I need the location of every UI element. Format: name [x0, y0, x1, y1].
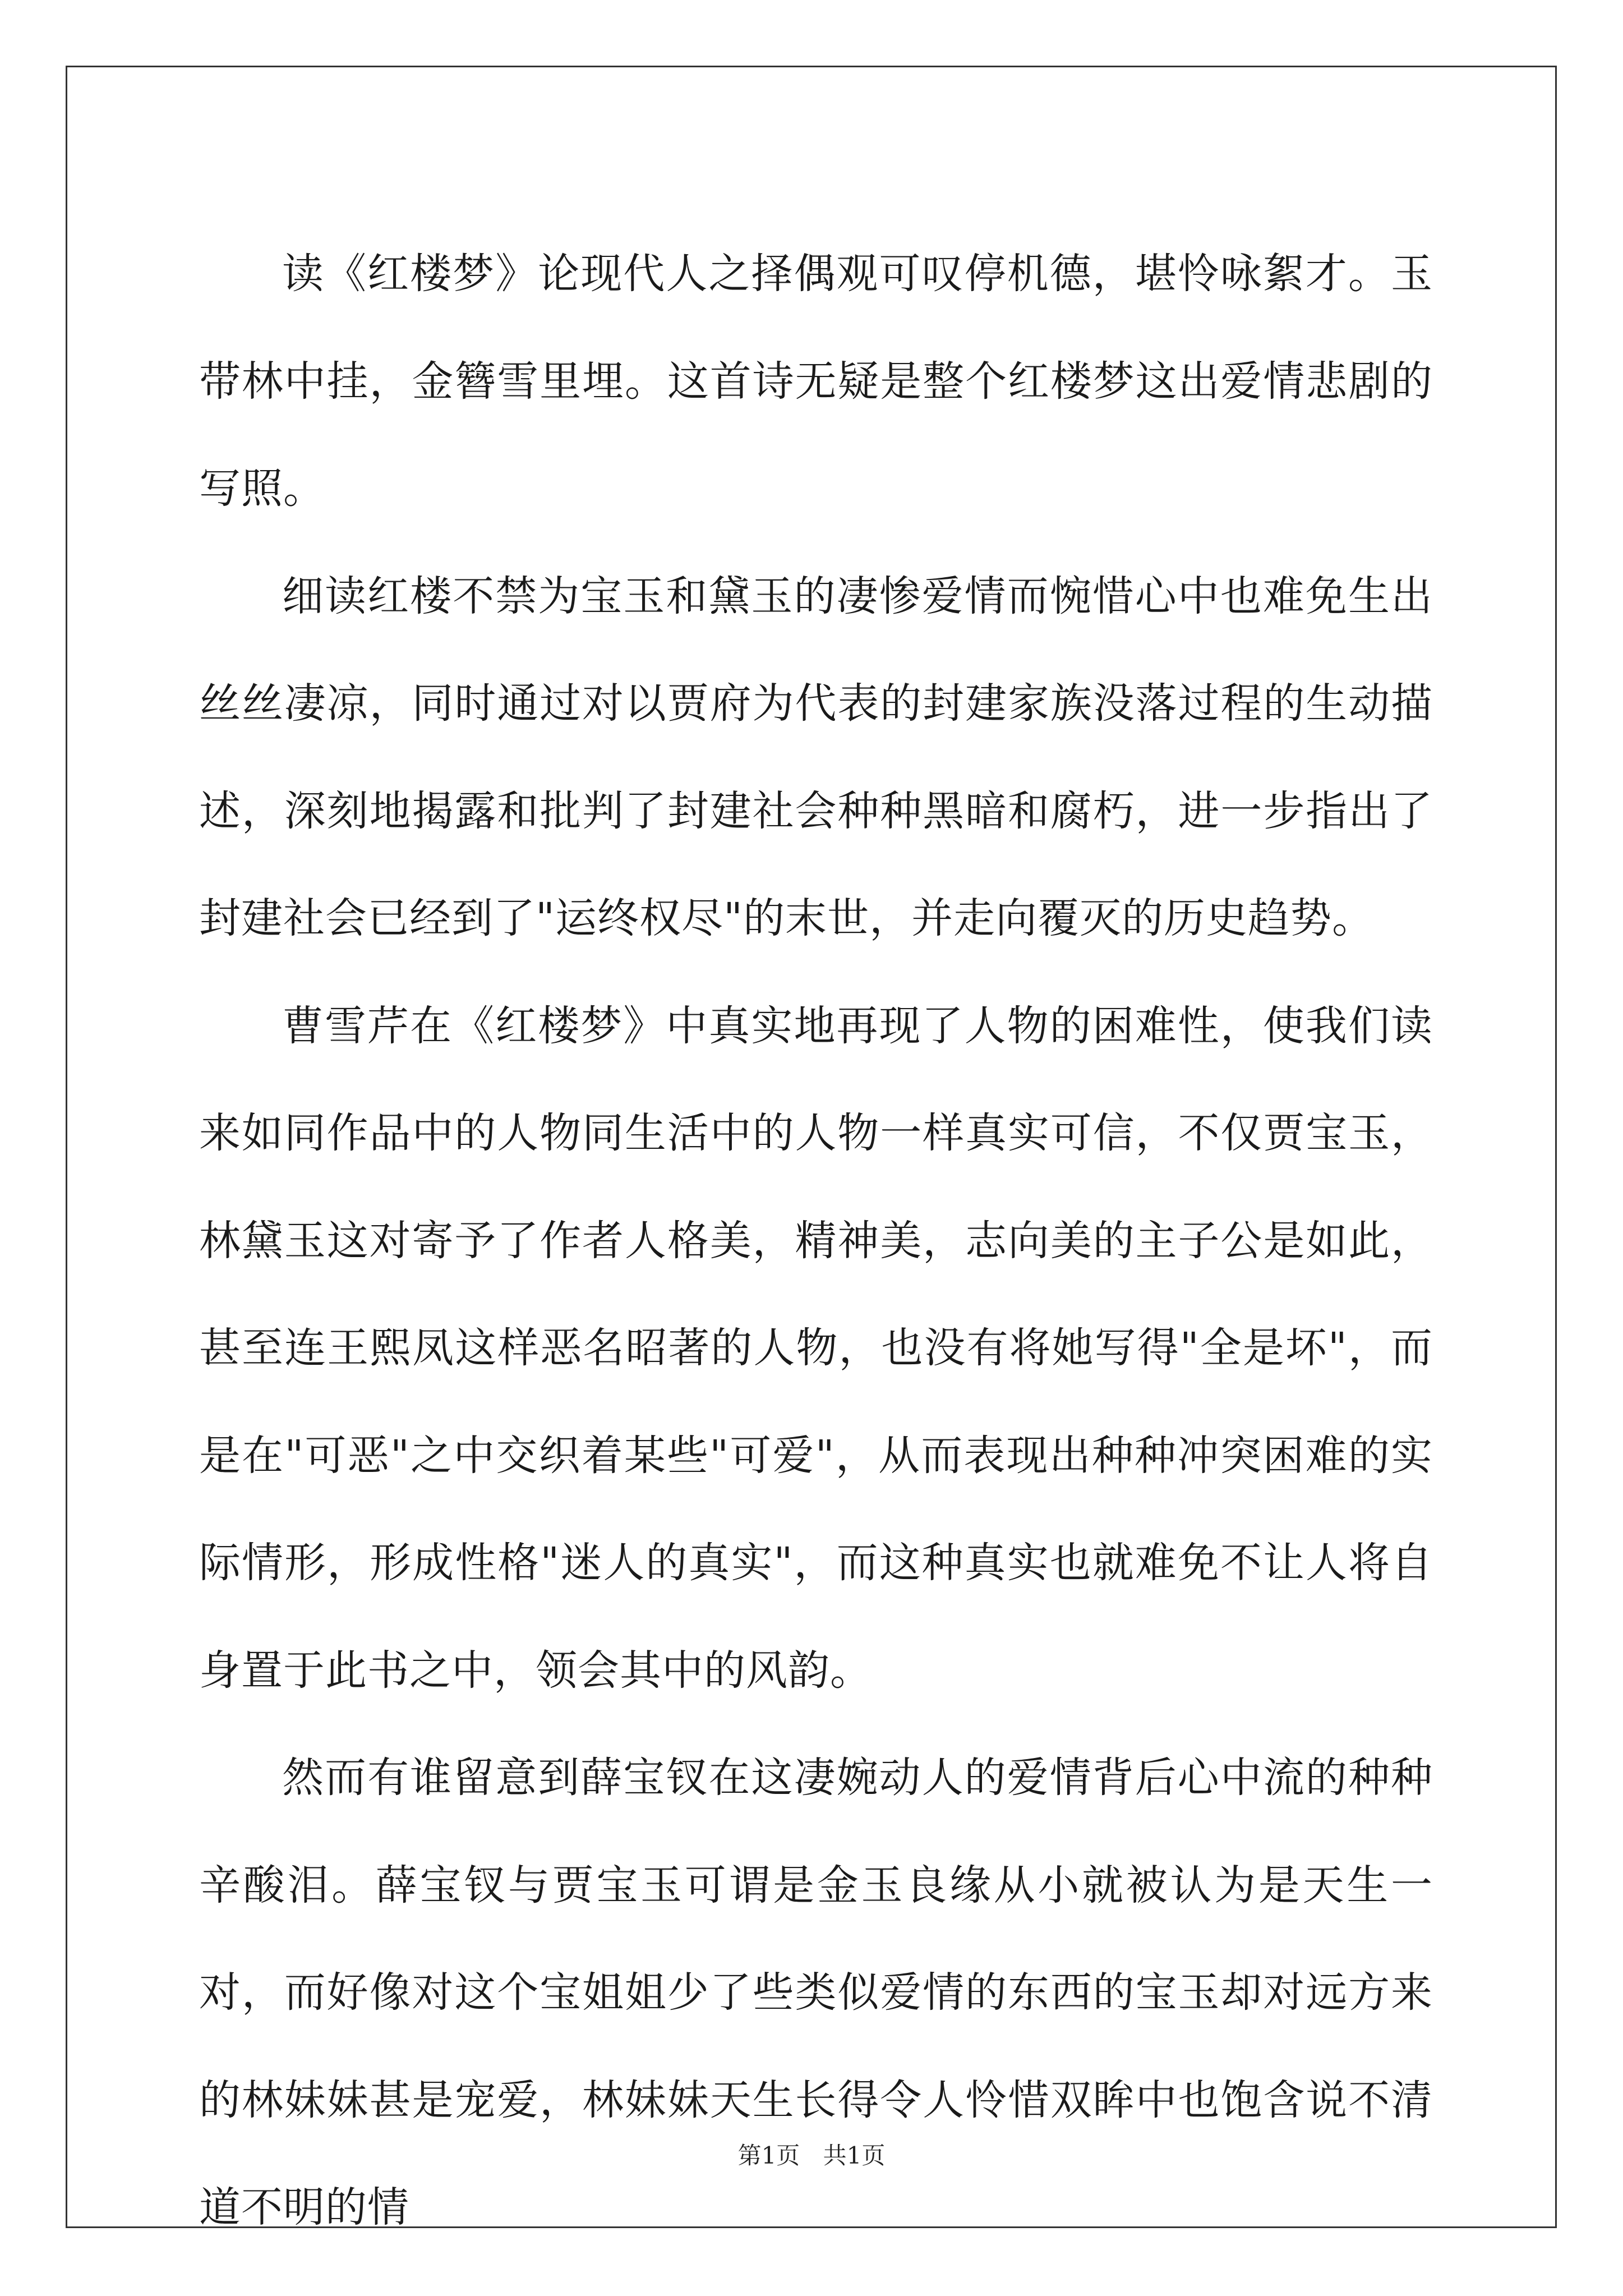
page-footer — [0, 2137, 1623, 2171]
paragraph: 然而有谁留意到薛宝钗在这凄婉动人的爱情背后心中流的种种辛酸泪。薛宝钗与贾宝玉可谓是金玉良缘从小就被认为是天生一对，而好像对这个宝姐姐少了些类似爱情的东西的宝玉却对远方来的林妹妹甚是宠爱，林妹妹天生长得令人怜惜双眸中也饱含说不清道不明的情 — [199, 1754, 1433, 2231]
page-total: 共1页 — [823, 2142, 886, 2169]
paragraph: 细读红楼不禁为宝玉和黛玉的凄惨爱情而惋惜心中也难免生出丝丝凄凉，同时通过对以贾府为代表的封建家族没落过程的生动描述，深刻地揭露和批判了封建社会种种黑暗和腐朽，进一步指出了封建社会已经到了"运终权尽"的末世，并走向覆灭的历史趋势。 — [199, 572, 1433, 942]
page-number: 第1页 — [737, 2142, 800, 2169]
paragraph: 曹雪芹在《红楼梦》中真实地再现了人物的困难性，使我们读来如同作品中的人物同生活中的人物一样真实可信，不仅贾宝玉，林黛玉这对寄予了作者人格美，精神美，志向美的主子公是如此，甚至连王熙凤这样恶名昭著的人物，也没有将她写得"全是坏"，而是在"可恶"之中交织着某些"可爱"，从而表现出种种冲突困难的实际情形，形成性格"迷人的真实"，而这种真实也就难免不让人将自身置于此书之中，领会其中的风韵。 — [199, 1001, 1433, 1695]
paragraph: 读《红楼梦》论现代人之择偶观可叹停机德，堪怜咏絮才。玉带林中挂，金簪雪里埋。这首诗无疑是整个红楼梦这出爱情悲剧的写照。 — [199, 250, 1433, 513]
document-body — [199, 220, 1433, 2262]
